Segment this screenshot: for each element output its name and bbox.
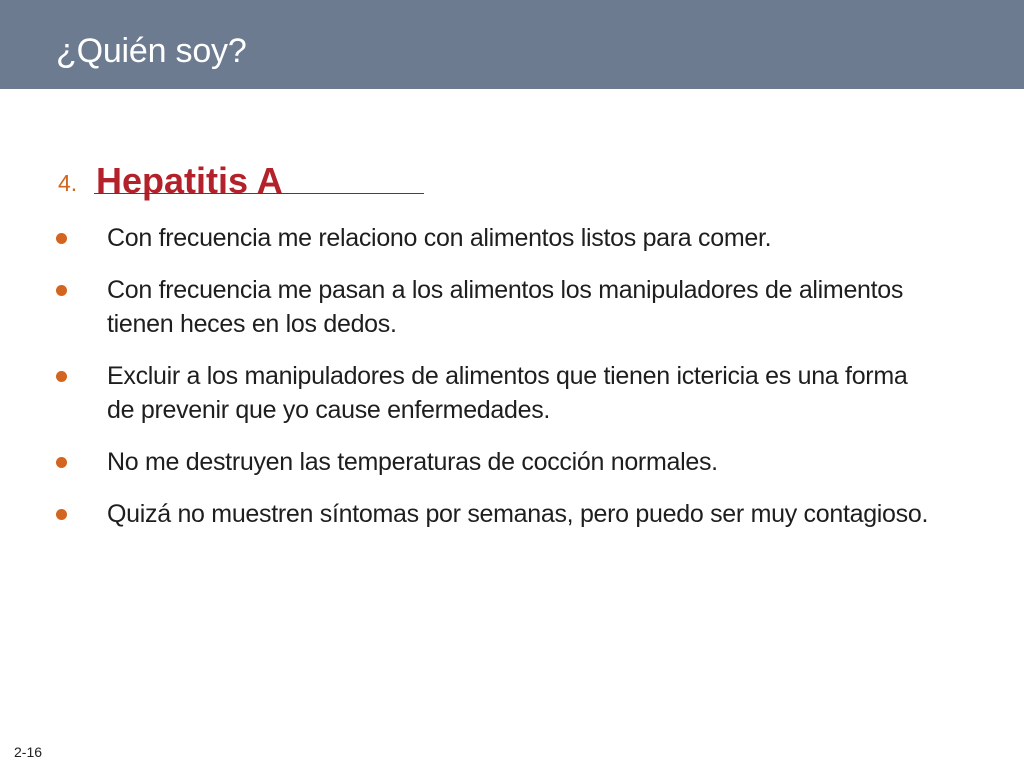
bullet-dot-icon <box>56 285 67 296</box>
answer-underline <box>94 193 424 194</box>
bullet-item <box>54 221 934 255</box>
bullet-item <box>54 273 934 341</box>
bullet-list <box>54 221 934 549</box>
title-bar <box>0 0 1024 89</box>
bullet-item <box>54 359 934 427</box>
bullet-dot-icon <box>56 233 67 244</box>
page-number: 2-16 <box>14 744 43 760</box>
bullet-text: No me destruyen las temperaturas de cocción normales. <box>107 448 718 476</box>
answer-row <box>58 160 438 204</box>
bullet-text: Con frecuencia me pasan a los alimentos los manipuladores de alimentos tienen heces en los dedos. <box>107 276 904 338</box>
answer-number: 4. <box>58 170 78 196</box>
bullet-text: Quizá no muestren síntomas por semanas, pero puedo ser muy contagioso. <box>107 500 929 528</box>
bullet-dot-icon <box>56 509 67 520</box>
bullet-item <box>54 497 934 531</box>
slide-title: ¿Quién soy? <box>56 32 247 70</box>
answer-text: Hepatitis A <box>96 160 283 201</box>
bullet-item <box>54 445 934 479</box>
bullet-dot-icon <box>56 457 67 468</box>
bullet-text: Con frecuencia me relaciono con alimentos listos para comer. <box>107 224 772 252</box>
bullet-dot-icon <box>56 371 67 382</box>
bullet-text: Excluir a los manipuladores de alimentos que tienen ictericia es una forma de prevenir que yo cause enfermedades. <box>107 362 908 424</box>
